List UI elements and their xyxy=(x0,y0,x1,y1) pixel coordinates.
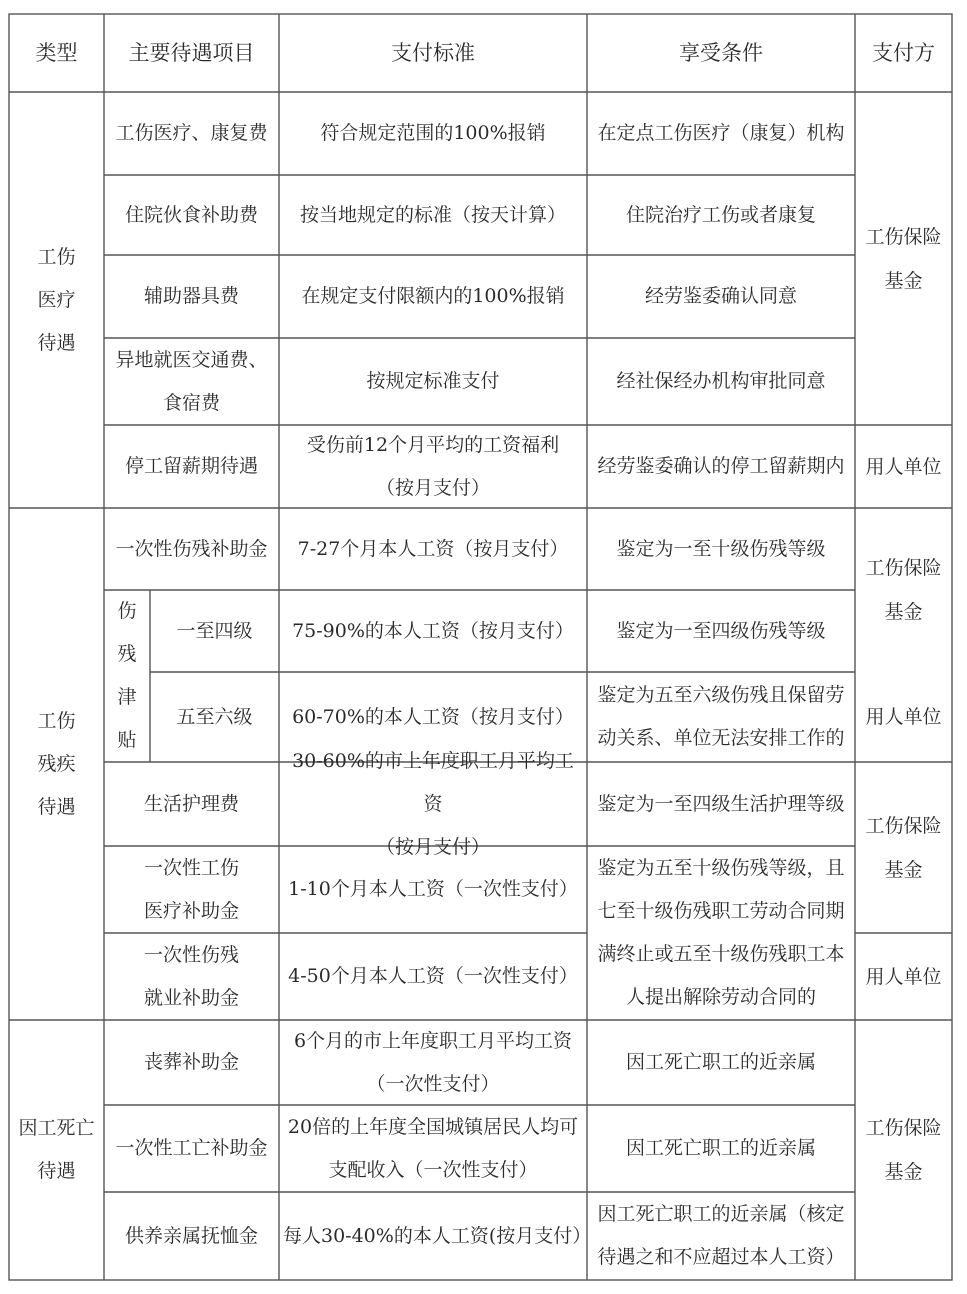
row-item: 异地就医交通费、 食宿费 xyxy=(115,348,268,414)
row-item: 一次性工亡补助金 xyxy=(115,1137,268,1159)
row-standard: 每人30-40%的本人工资(按月支付） xyxy=(283,1224,592,1247)
row-standard: 符合规定范围的100%报销 xyxy=(320,122,546,144)
row-condition: 鉴定为一至四级伤残等级 xyxy=(616,619,826,642)
payer-employer: 用人单位 xyxy=(865,965,942,988)
row-standard: 1-10个月本人工资（一次性支付） xyxy=(288,878,578,900)
payer-employer: 用人单位 xyxy=(865,455,942,478)
row-condition: 鉴定为一至四级生活护理等级 xyxy=(597,792,845,815)
row-condition: 鉴定为五至六级伤残且保留劳 动关系、单位无法安排工作的 xyxy=(597,684,845,749)
payer-employer: 用人单位 xyxy=(865,706,942,728)
row-condition: 经劳鉴委确认同意 xyxy=(644,285,797,307)
row-standard: 4-50个月本人工资（一次性支付） xyxy=(288,965,578,987)
row-condition: 因工死亡职工的近亲属 xyxy=(625,1051,816,1073)
payer-fund: 工伤保险 基金 xyxy=(865,225,942,292)
type-disability: 工伤 残疾 待遇 xyxy=(37,709,76,818)
payer-fund: 工伤保险 基金 xyxy=(865,1117,942,1183)
header-item: 主要待遇项目 xyxy=(128,40,255,65)
row-standard: 30-60%的市上年度职工月平均工资 （按月支付） xyxy=(292,749,574,858)
row-item: 一次性工伤 医疗补助金 xyxy=(143,856,239,922)
row-item: 工伤医疗、康复费 xyxy=(115,122,268,144)
row-item: 住院伙食补助费 xyxy=(124,203,258,226)
row-condition: 在定点工伤医疗（康复）机构 xyxy=(597,122,845,144)
row-standard: 受伤前12个月平均的工资福利 （按月支付） xyxy=(306,433,560,499)
subgroup-disability-allowance: 伤 残 津 贴 xyxy=(117,600,137,751)
payer-fund: 工伤保险 基金 xyxy=(865,557,942,623)
row-condition: 鉴定为一至十级伤残等级 xyxy=(616,537,826,560)
payer-fund: 工伤保险 基金 xyxy=(865,814,942,881)
row-standard: 按当地规定的标准（按天计算） xyxy=(299,203,566,226)
row-item: 一次性伤残 就业补助金 xyxy=(143,943,239,1009)
row-condition: 经劳鉴委确认的停工留薪期内 xyxy=(597,455,845,477)
row-condition: 经社保经办机构审批同意 xyxy=(616,370,826,392)
row-item: 停工留薪期待遇 xyxy=(124,455,258,477)
row-condition: 因工死亡职工的近亲属（核定 待遇之和不应超过本人工资） xyxy=(597,1203,845,1268)
row-item: 五至六级 xyxy=(176,705,253,728)
row-item: 生活护理费 xyxy=(143,792,239,815)
row-standard: 20倍的上年度全国城镇居民人均可 支配收入（一次性支付） xyxy=(287,1115,579,1181)
type-death: 因工死亡 待遇 xyxy=(18,1117,95,1182)
row-standard: 6个月的市上年度职工月平均工资 （一次性支付） xyxy=(293,1029,573,1095)
type-medical: 工伤 医疗 待遇 xyxy=(37,245,76,354)
row-condition-merged: 鉴定为五至十级伤残等级，且 七至十级伤残职工劳动合同期 满终止或五至十级伤残职工本 人提出解除劳动合同的 xyxy=(597,857,845,1008)
row-item: 供养亲属抚恤金 xyxy=(124,1224,258,1247)
row-item: 一至四级 xyxy=(176,619,253,642)
row-standard: 60-70%的本人工资（按月支付） xyxy=(292,705,574,728)
row-standard: 按规定标准支付 xyxy=(366,370,500,392)
row-standard: 在规定支付限额内的100%报销 xyxy=(301,285,565,307)
row-item: 辅助器具费 xyxy=(143,285,239,307)
header-standard: 支付标准 xyxy=(391,40,475,65)
header-payer: 支付方 xyxy=(872,40,935,65)
header-condition: 享受条件 xyxy=(679,40,763,65)
row-item: 一次性伤残补助金 xyxy=(115,537,268,560)
row-condition: 住院治疗工伤或者康复 xyxy=(625,203,816,226)
row-item: 丧葬补助金 xyxy=(143,1051,239,1073)
row-condition: 因工死亡职工的近亲属 xyxy=(625,1137,816,1159)
header-type: 类型 xyxy=(35,40,78,65)
row-standard: 7-27个月本人工资（按月支付） xyxy=(297,537,569,560)
row-standard: 75-90%的本人工资（按月支付） xyxy=(292,619,574,642)
